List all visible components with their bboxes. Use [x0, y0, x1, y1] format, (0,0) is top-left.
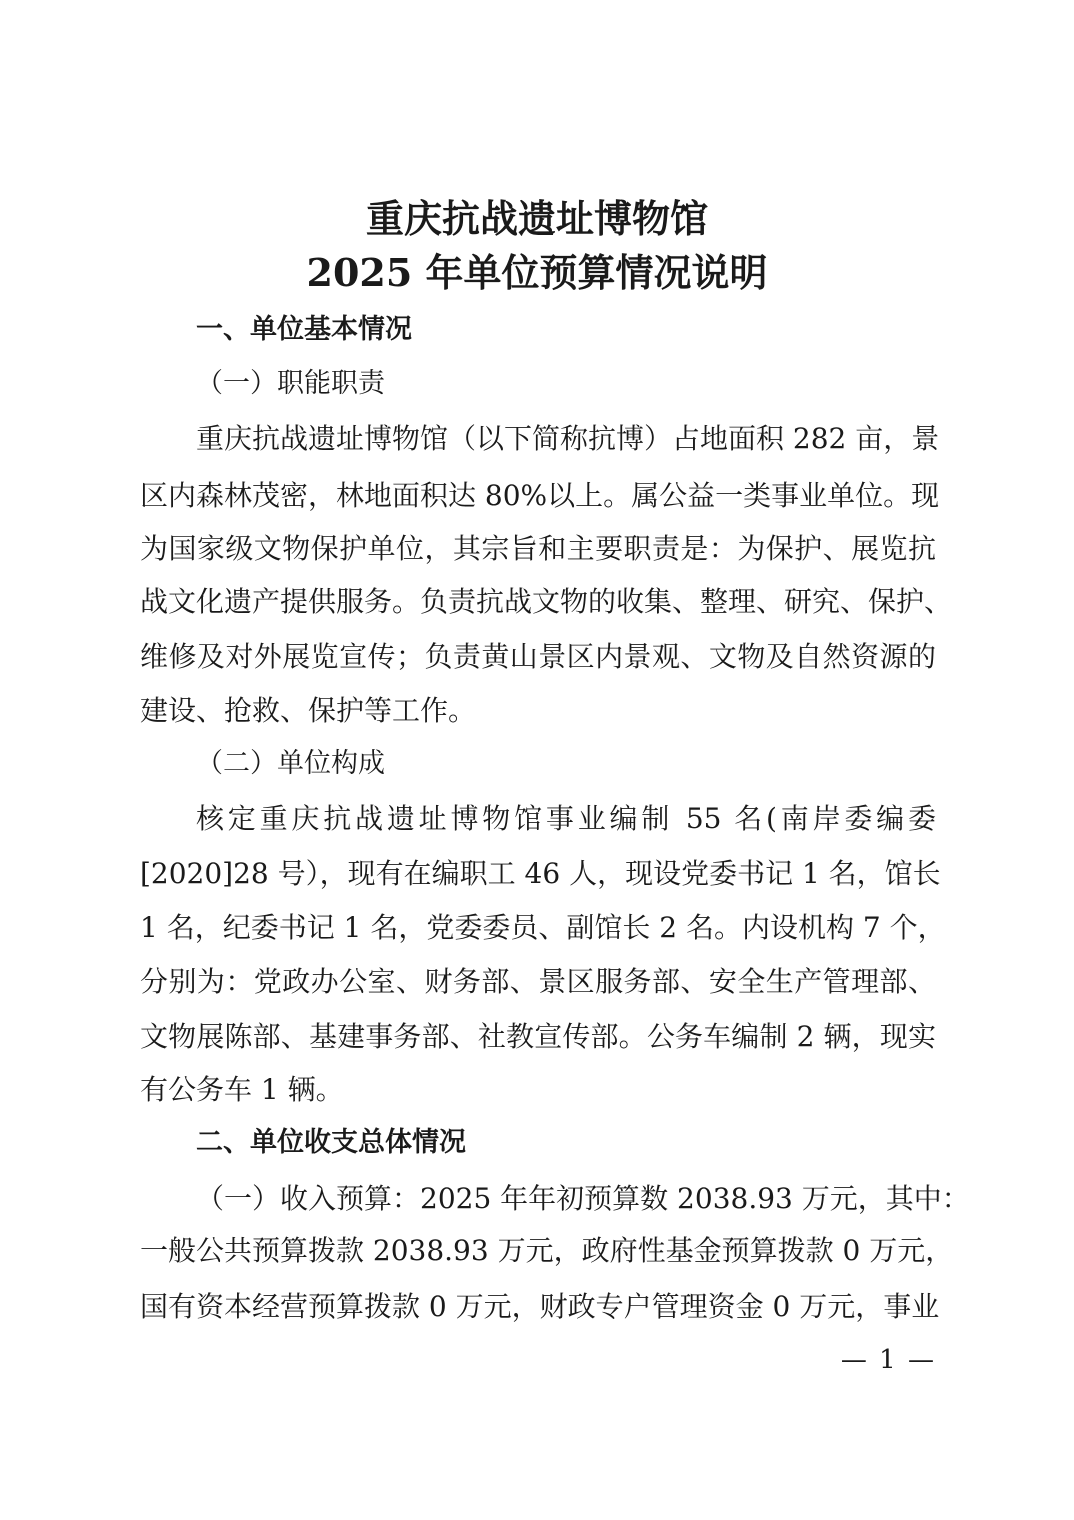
paragraph-line: 建设、抢救、保护等工作。 — [140, 694, 477, 727]
page-number: — 1 — — [840, 1345, 936, 1375]
paragraph-line: 区内森林茂密，林地面积达 80%以上。属公益一类事业单位。现 — [140, 479, 940, 512]
section-1-sub-2-heading: （二）单位构成 — [196, 748, 385, 779]
paragraph-line: 战文化遗产提供服务。负责抗战文物的收集、整理、研究、保护、 — [140, 585, 953, 618]
paragraph-line: 分别为：党政办公室、财务部、景区服务部、安全生产管理部、 — [140, 965, 936, 998]
paragraph-line: [2020]28 号），现有在编职工 46 人，现设党委书记 1 名，馆长 — [140, 857, 941, 890]
document-title-line-1: 重庆抗战遗址博物馆 — [365, 196, 708, 241]
document-title-line-2: 2025 年单位预算情况说明 — [306, 250, 768, 295]
section-1-heading: 一、单位基本情况 — [196, 314, 412, 345]
section-1-sub-1-heading: （一）职能职责 — [196, 368, 385, 399]
paragraph-line: 一般公共预算拨款 2038.93 万元，政府性基金预算拨款 0 万元， — [140, 1234, 954, 1267]
paragraph-line: 有公务车 1 辆。 — [140, 1073, 344, 1106]
paragraph-line: 核定重庆抗战遗址博物馆事业编制 55 名(南岸委编委 — [196, 802, 936, 835]
paragraph-line: 1 名，纪委书记 1 名，党委委员、副馆长 2 名。内设机构 7 个， — [140, 911, 946, 944]
paragraph-line: （一）收入预算：2025 年年初预算数 2038.93 万元，其中： — [196, 1182, 970, 1215]
paragraph-line: 为国家级文物保护单位，其宗旨和主要职责是：为保护、展览抗 — [140, 532, 936, 565]
paragraph-line: 维修及对外展览宣传；负责黄山景区内景观、文物及自然资源的 — [140, 640, 936, 673]
paragraph-line: 重庆抗战遗址博物馆（以下简称抗博）占地面积 282 亩，景 — [196, 422, 940, 455]
paragraph-line: 文物展陈部、基建事务部、社教宣传部。公务车编制 2 辆，现实 — [140, 1020, 936, 1053]
section-2-heading: 二、单位收支总体情况 — [196, 1127, 466, 1158]
paragraph-line: 国有资本经营预算拨款 0 万元，财政专户管理资金 0 万元，事业 — [140, 1290, 940, 1323]
